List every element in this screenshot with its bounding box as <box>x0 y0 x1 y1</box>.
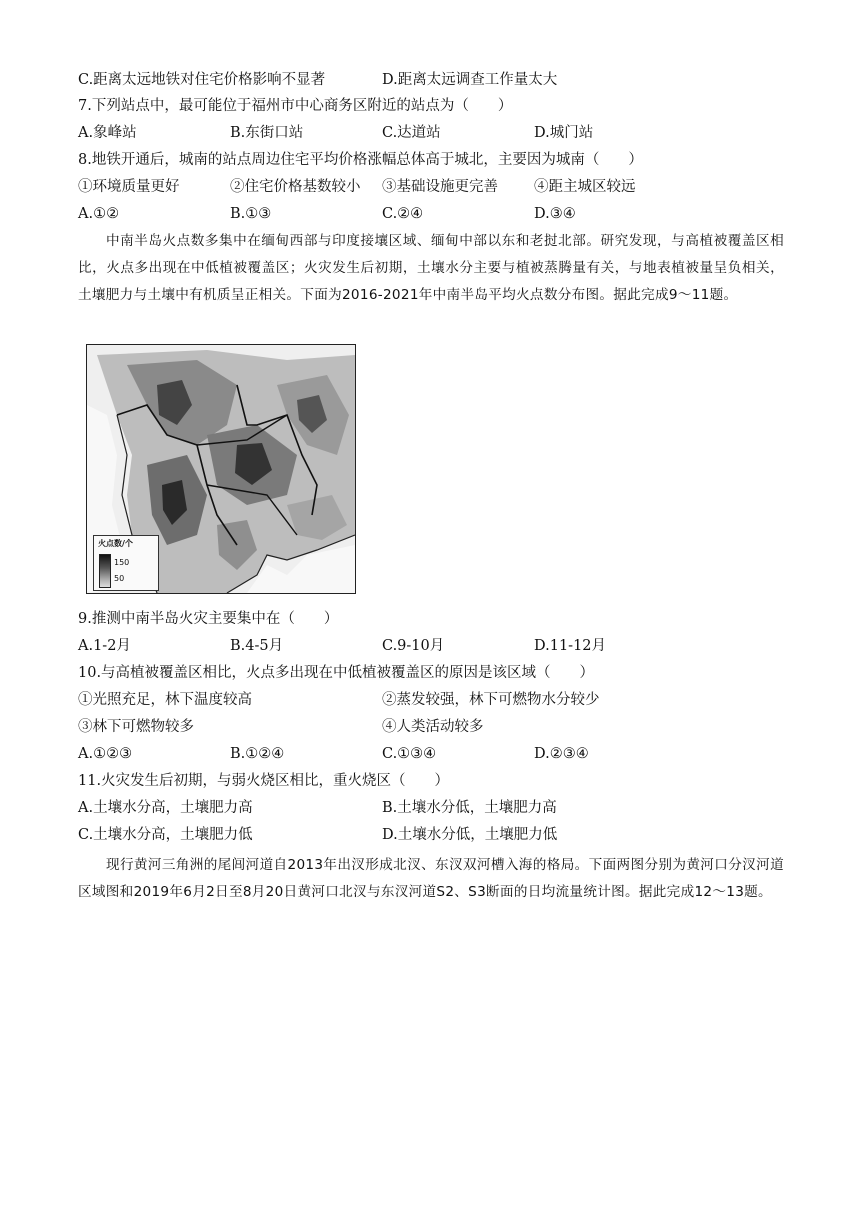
passage-9-11 <box>78 228 784 309</box>
q7-stem: 7.下列站点中，最可能位于福州市中心商务区附近的站点为（ ） <box>78 98 513 114</box>
q10-stem: 10.与高植被覆盖区相比，火点多出现在中低植被覆盖区的原因是该区域（ ） <box>78 665 595 681</box>
q8-stem: 8.地铁开通后，城南的站点周边住宅平均价格涨幅总体高于城北，主要因为城南（ ） <box>78 152 643 168</box>
q11-option-a: A.土壤水分高，土壤肥力高 <box>78 800 253 816</box>
q11-option-d: D.土壤水分低，土壤肥力低 <box>382 827 558 843</box>
q10-statement-1: ①光照充足，林下温度较高 <box>78 692 252 708</box>
q11-stem: 11.火灾发生后初期，与弱火烧区相比，重火烧区（ ） <box>78 773 450 789</box>
passage-9-11-text: 中南半岛火点数多集中在缅甸西部与印度接壤区域、缅甸中部以东和老挝北部。研究发现，与高植被覆盖区相比，火点多出现在中低植被覆盖区；火灾发生后初期，土壤水分主要与植被蒸腾量有关，与地表植被量呈负相关，土壤肥力与土壤中有机质呈正相关。下面为2016-2021年中南半岛平均火点数分布图。据此完成9～11题。 <box>78 233 784 303</box>
q9-option-b: B.4-5月 <box>230 638 284 654</box>
q8-statement-3: ③基础设施更完善 <box>382 179 498 195</box>
q11-option-b: B.土壤水分低，土壤肥力高 <box>382 800 557 816</box>
q10-option-a: A.①②③ <box>78 746 133 762</box>
q11-option-c: C.土壤水分高，土壤肥力低 <box>78 827 253 843</box>
fire-point-map <box>86 344 356 594</box>
q9-option-d: D.11-12月 <box>534 638 607 654</box>
q10-option-c: C.①③④ <box>382 746 437 762</box>
q10-statement-2: ②蒸发较强，林下可燃物水分较少 <box>382 692 600 708</box>
passage-12-13-text: 现行黄河三角洲的尾闾河道自2013年出汊形成北汊、东汊双河槽入海的格局。下面两图分别为黄河口分汊河道区域图和2019年6月2日至8月20日黄河口北汊与东汊河道S2、S3断面的日均流量统计图。据此完成12～13题。 <box>78 857 784 900</box>
q6-option-c: C.距离太远地铁对住宅价格影响不显著 <box>78 72 326 88</box>
q9-stem: 9.推测中南半岛火灾主要集中在（ ） <box>78 611 339 627</box>
legend-gradient-bar <box>99 554 111 588</box>
q6-option-d: D.距离太远调查工作量太大 <box>382 72 558 88</box>
q9-option-c: C.9-10月 <box>382 638 445 654</box>
legend-high-label: 150 <box>114 558 130 567</box>
q8-option-d: D.③④ <box>534 206 576 222</box>
q10-statement-3: ③林下可燃物较多 <box>78 719 194 735</box>
q8-statement-4: ④距主城区较远 <box>534 179 636 195</box>
q8-option-a: A.①② <box>78 206 120 222</box>
q8-option-c: C.②④ <box>382 206 424 222</box>
legend-title: 火点数/个 <box>98 539 133 548</box>
q10-option-b: B.①②④ <box>230 746 285 762</box>
q8-option-b: B.①③ <box>230 206 272 222</box>
q10-statement-4: ④人类活动较多 <box>382 719 484 735</box>
q8-statement-2: ②住宅价格基数较小 <box>230 179 361 195</box>
q10-option-d: D.②③④ <box>534 746 589 762</box>
q7-option-b: B.东街口站 <box>230 125 304 141</box>
legend-low-label: 50 <box>114 574 125 583</box>
q7-option-a: A.象峰站 <box>78 125 137 141</box>
q8-statement-1: ①环境质量更好 <box>78 179 180 195</box>
q7-option-c: C.达道站 <box>382 125 441 141</box>
q9-option-a: A.1-2月 <box>78 638 131 654</box>
q7-option-d: D.城门站 <box>534 125 594 141</box>
map-legend <box>93 535 159 591</box>
passage-12-13 <box>78 852 784 906</box>
